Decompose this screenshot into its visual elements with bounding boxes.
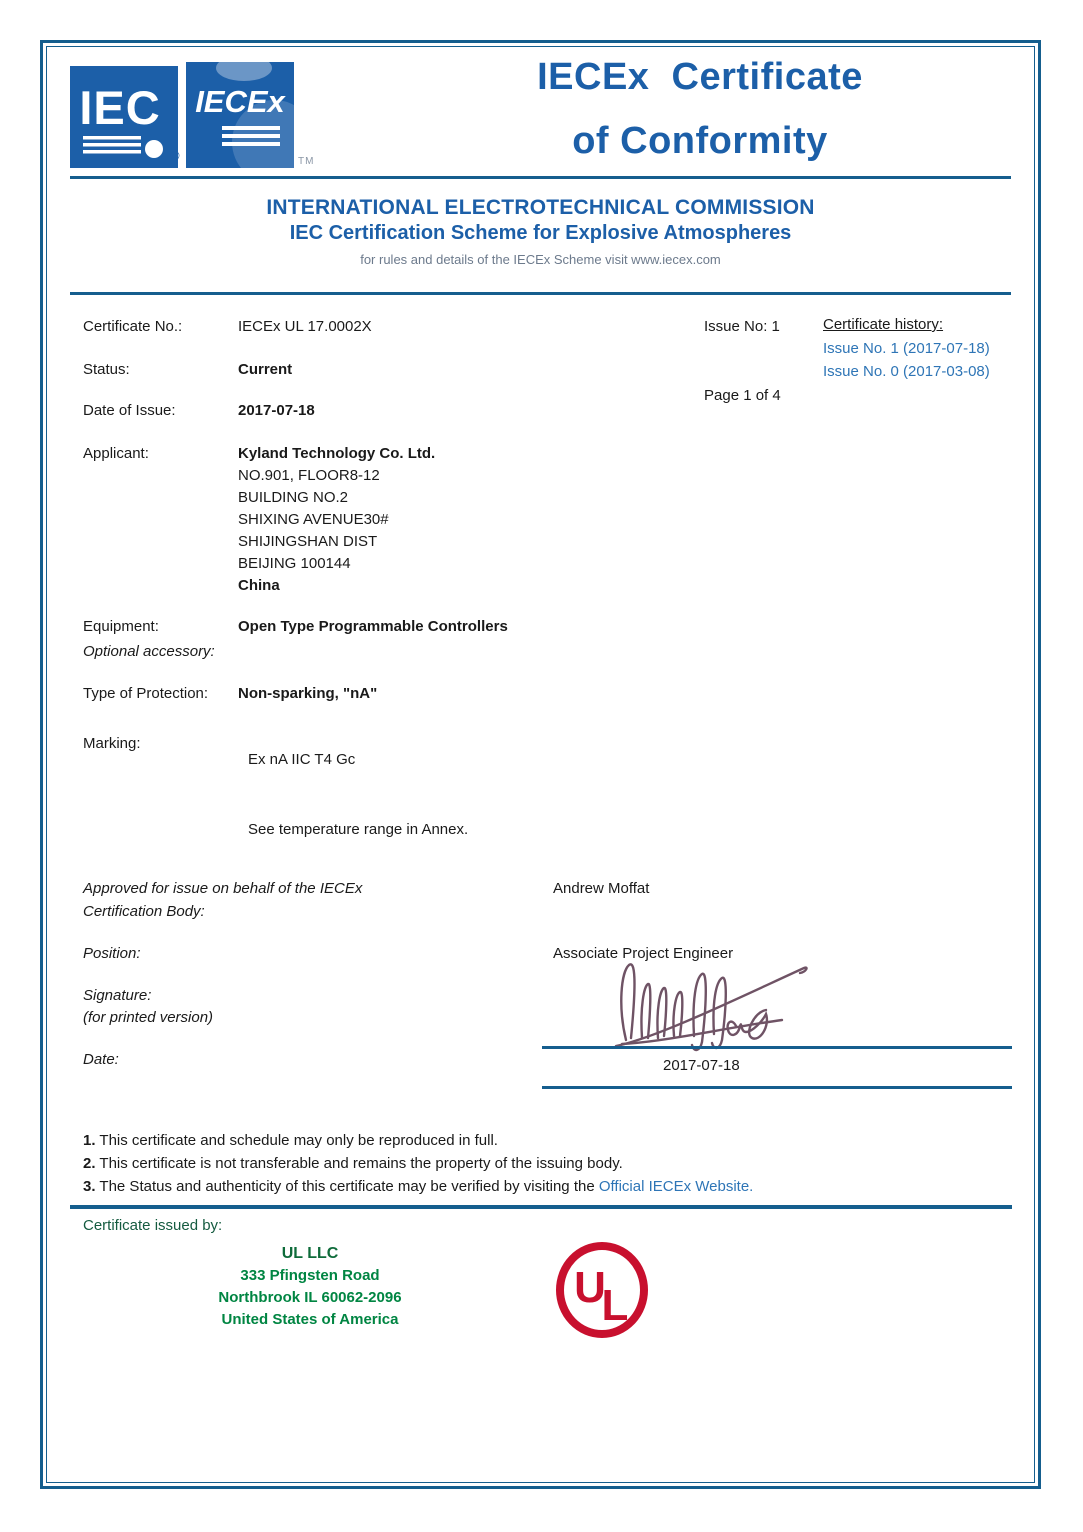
type-of-protection-label: Type of Protection: xyxy=(83,685,209,702)
signature-divider xyxy=(542,1046,1012,1049)
equipment-label: Equipment: xyxy=(83,618,159,635)
note-3-text: The Status and authenticity of this certificate may be verified by visiting the xyxy=(99,1178,595,1195)
position-value: Associate Project Engineer xyxy=(553,945,734,962)
marking-label: Marking: xyxy=(83,735,141,752)
date-divider xyxy=(542,1086,1012,1089)
approved-label-line1: Approved for issue on behalf of the IECEx xyxy=(83,880,363,897)
applicant-label: Applicant: xyxy=(83,445,149,462)
history-link-issue-0[interactable]: Issue No. 0 (2017-03-08) xyxy=(823,363,990,380)
status-label: Status: xyxy=(83,361,130,378)
type-of-protection-value: Non-sparking, "nA" xyxy=(238,685,378,702)
status-value: Current xyxy=(238,361,293,378)
note-3 xyxy=(83,1178,753,1195)
issuer-address-block xyxy=(150,1243,470,1331)
history-link-issue-1[interactable]: Issue No. 1 (2017-07-18) xyxy=(823,340,990,357)
applicant-name: Kyland Technology Co. Ltd. xyxy=(238,445,436,462)
signature-image xyxy=(612,952,822,1052)
doc-title-line2: of Conformity xyxy=(572,120,828,162)
marking-value: Ex nA IIC T4 Gc xyxy=(248,751,356,768)
applicant-address-line: SHIXING AVENUE30# xyxy=(238,511,389,528)
issue-no: Issue No: 1 xyxy=(704,318,780,335)
svg-text:L: L xyxy=(601,1281,629,1330)
header-divider-top xyxy=(70,176,1011,179)
signature-note: (for printed version) xyxy=(83,1009,214,1026)
approver-name: Andrew Moffat xyxy=(553,880,650,897)
svg-text:U: U xyxy=(574,1263,606,1312)
svg-text:IECEx: IECEx xyxy=(195,84,285,119)
iecex-logo-icon xyxy=(186,62,294,168)
note-2-text: This certificate is not transferable and remains the property of the issuing body. xyxy=(99,1155,623,1172)
issuer-address-line: 333 Pfingsten Road xyxy=(240,1267,380,1284)
issuer-name: UL LLC xyxy=(281,1245,339,1262)
optional-accessory-label: Optional accessory: xyxy=(83,643,215,660)
equipment-value: Open Type Programmable Controllers xyxy=(238,618,508,635)
signature-label: Signature: xyxy=(83,987,152,1004)
trademark-symbol: TM xyxy=(298,156,315,167)
certificate-no-value: IECEx UL 17.0002X xyxy=(238,318,372,335)
approval-date-value: 2017-07-18 xyxy=(663,1057,740,1074)
certificate-no-label: Certificate No.: xyxy=(83,318,183,335)
issuer-divider xyxy=(70,1205,1012,1209)
marking-note: See temperature range in Annex. xyxy=(248,821,469,838)
certificate-history-label: Certificate history: xyxy=(823,316,944,333)
date-of-issue-label: Date of Issue: xyxy=(83,402,176,419)
applicant-address-line: SHIJINGSHAN DIST xyxy=(238,533,378,550)
note-2 xyxy=(83,1155,623,1172)
applicant-address-line: BUILDING NO.2 xyxy=(238,489,349,506)
iec-logo-icon xyxy=(70,66,178,168)
applicant-address-line: NO.901, FLOOR8-12 xyxy=(238,467,380,484)
position-label: Position: xyxy=(83,945,141,962)
applicant-address-line: BEIJING 100144 xyxy=(238,555,351,572)
approved-label-line2: Certification Body: xyxy=(83,903,205,920)
header-scheme: IEC Certification Scheme for Explosive Atmospheres xyxy=(289,222,792,244)
header-note: for rules and details of the IECEx Scheme visit www.iecex.com xyxy=(360,252,721,267)
doc-title-line1: IECEx Certificate xyxy=(537,56,863,98)
note-1-text: This certificate and schedule may only be reproduced in full. xyxy=(99,1132,498,1149)
note-3-number: 3. xyxy=(83,1178,96,1195)
issued-by-label: Certificate issued by: xyxy=(83,1217,223,1234)
svg-text:IEC: IEC xyxy=(79,81,161,134)
header-divider-bottom xyxy=(70,292,1011,295)
official-iecex-website-link[interactable]: Official IECEx Website. xyxy=(598,1178,754,1195)
header-organization: INTERNATIONAL ELECTROTECHNICAL COMMISSION xyxy=(266,196,815,219)
note-1-number: 1. xyxy=(83,1132,96,1149)
date-of-issue-value: 2017-07-18 xyxy=(238,402,315,419)
issuer-address-line: United States of America xyxy=(221,1311,399,1328)
registered-trademark-symbol: ® xyxy=(170,148,180,163)
ul-logo-icon xyxy=(552,1242,652,1338)
issuer-address-line: Northbrook IL 60062-2096 xyxy=(218,1289,402,1306)
note-2-number: 2. xyxy=(83,1155,96,1172)
date-label: Date: xyxy=(83,1051,119,1068)
applicant-country: China xyxy=(238,577,280,594)
page-info: Page 1 of 4 xyxy=(704,387,781,404)
note-1 xyxy=(83,1132,498,1149)
